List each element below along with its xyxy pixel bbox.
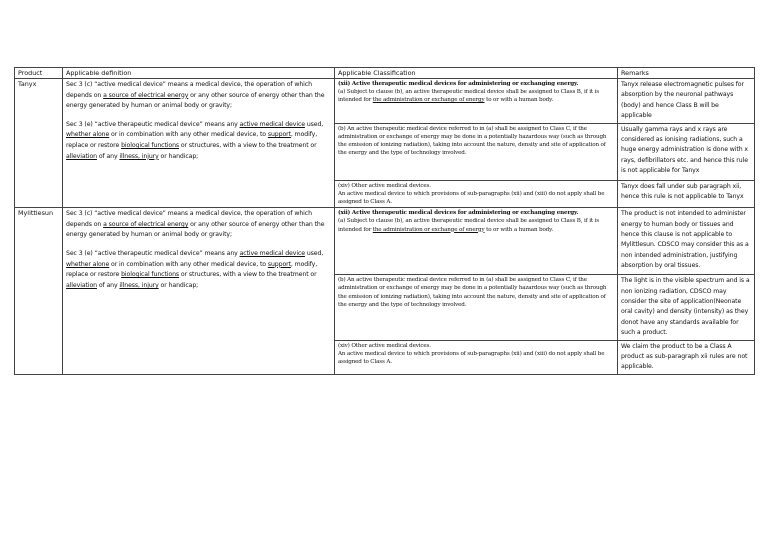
classification-cell: (b) An active therapeutic medical device referred to in (a) shall be assigned to Class C, if the administration or exchange of energy may be done in a potentially hazardous way (such as through the emission of ionizing radiation), taking into account the nature, density and site of application of the energy and the type of technology involved. bbox=[335, 275, 618, 340]
header-remarks: Remarks bbox=[618, 68, 755, 79]
table-row bbox=[15, 79, 755, 124]
header-definition: Applicable definition bbox=[63, 68, 335, 79]
table-row bbox=[15, 208, 755, 275]
remarks-cell: The product is not intended to administer energy to human body or tissues and hence this clause is not applicable to Mylittlesun. CDSCO may consider this as a non intended administration, justifying absorption by oral tissues. bbox=[618, 208, 755, 275]
classification-cell: (xii) Active therapeutic medical devices for administering or exchanging energy. (a) Subject to clause (b), an active therapeutic medical device shall be assigned to Class B, if it is intended for the administration or exchange of energy to or with a human body. bbox=[335, 208, 618, 275]
definition-cell bbox=[63, 208, 335, 375]
definition-cell bbox=[63, 79, 335, 208]
definition-sec3c: Sec 3 (c) “active medical device” means a medical device, the operation of which depends on a source of electrical energy or any other source of energy other than the energy generated by human or animal body or gravity; bbox=[66, 210, 325, 239]
header-classification: Applicable Classification bbox=[335, 68, 618, 79]
definition-sec3c: Sec 3 (c) “active medical device” means a medical device, the operation of which depends on a source of electrical energy or any other source of energy other than the energy generated by human or animal body or gravity; bbox=[66, 81, 325, 110]
classification-table bbox=[14, 67, 755, 375]
definition-sec3e: Sec 3 (e) “active therapeutic medical device” means any active medical device used, whether alone or in combination with any other medical device, to support, modify, replace or restore biological functions or structures, with a view to the treatment or alleviation of any illness, injury or handicap; bbox=[66, 120, 324, 160]
remarks-cell: We claim the product to be a Class A product as sub-paragraph xii rules are not applicable. bbox=[618, 340, 755, 374]
remarks-cell: The light is in the visible spectrum and is a non ionizing radiation, CDSCO may consider the site of application(Neonate oral cavity) and density (intensity) as they donot have any standards available for such a product. bbox=[618, 275, 755, 340]
classification-cell: (xii) Active therapeutic medical devices for administering or exchanging energy. (a) Subject to clause (b), an active therapeutic medical device shall be assigned to Class B, if it is intended for the administration or exchange of energy to or with a human body. bbox=[335, 79, 618, 124]
classification-cell: (xiv) Other active medical devices. An active medical device to which provisions of sub-paragraphs (xii) and (xiii) do not apply shall be assigned to Class A. bbox=[335, 340, 618, 374]
remarks-cell: Tanyx does fall under sub paragraph xii, hence this rule is not applicable to Tanyx bbox=[618, 180, 755, 208]
product-cell: Mylittlesun bbox=[15, 208, 63, 375]
classification-cell: (xiv) Other active medical devices. An active medical device to which provisions of sub-paragraphs (xii) and (xiii) do not apply shall be assigned to Class A. bbox=[335, 180, 618, 208]
definition-sec3e: Sec 3 (e) “active therapeutic medical device” means any active medical device used, whether alone or in combination with any other medical device, to support, modify, replace or restore biological functions or structures, with a view to the treatment or alleviation of any illness, injury or handicap; bbox=[66, 250, 324, 289]
product-cell: Tanyx bbox=[15, 79, 63, 208]
header-product: Product bbox=[15, 68, 63, 79]
classification-cell: (b) An active therapeutic medical device referred to in (a) shall be assigned to Class C, if the administration or exchange of energy may be done in a potentially hazardous way (such as through the emission of ionizing radiation), taking into account the nature, density and site of application of the energy and the type of technology involved. bbox=[335, 123, 618, 180]
remarks-cell: Tanyx release electromagnetic pulses for absorption by the neuronal pathways (body) and hence Class B will be applicable bbox=[618, 79, 755, 124]
remarks-cell: Usually gamma rays and x rays are considered as ionising radiations, such a huge energy administration is done with x rays, defibrillators etc. and hence this rule is not applicable for Tanyx bbox=[618, 123, 755, 180]
header-row bbox=[15, 68, 755, 79]
